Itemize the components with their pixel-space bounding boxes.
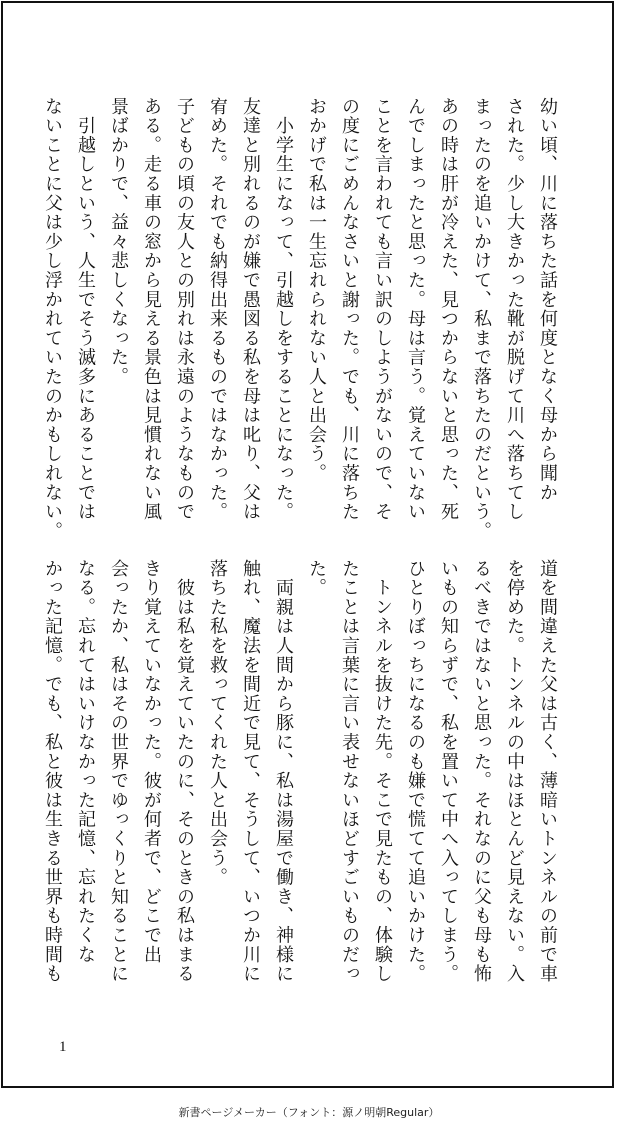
- text-line: 友達と別れるのが嫌で愚図る私を母は叱り、父は: [240, 97, 261, 522]
- text-line: 子どもの頃の友人との別れは永遠のようなもので: [174, 97, 195, 522]
- text-line: まったのを追いかけて、私まで落ちたのだという。: [471, 97, 492, 541]
- text-line: の度にごめんなさいと謝った。でも、川に落ちた: [339, 97, 360, 522]
- text-line: なる。忘れてはいけなかった記憶、忘れたくな: [75, 559, 96, 965]
- text-line: ひとりぼっちになるのも嫌で慌てて追いかけた。: [405, 559, 426, 984]
- text-line: を停めた。トンネルの中はほとんど見えない。入: [504, 559, 525, 984]
- text-block-bottom: [36, 559, 564, 1009]
- text-line: 彼は私を覚えていたのに、そのときの私はまる: [174, 559, 195, 984]
- text-line: おかげで私は一生忘れられない人と出会う。: [306, 97, 327, 483]
- text-line: 落ちた私を救ってくれた人と出会う。: [207, 559, 228, 888]
- page-number: 1: [59, 1039, 67, 1055]
- text-line: 小学生になって、引越しをすることになった。: [273, 97, 294, 522]
- text-line: 幼い頃、川に落ちた話を何度となく母から聞か: [537, 97, 558, 503]
- text-line: 道を間違えた父は古く、薄暗いトンネルの前で車: [537, 559, 558, 984]
- text-line: 会ったか、私はその世界でゆっくりと知ることに: [108, 559, 129, 984]
- text-line: 引越しという、人生でそう滅多にあることでは: [75, 97, 96, 522]
- text-line: んでしまったと思った。母は言う。覚えていない: [405, 97, 426, 522]
- text-line: あの時は肝が冷えた、見つからないと思った、死: [438, 97, 459, 522]
- text-line: ことを言われても言い訳のしようがないので、そ: [372, 97, 393, 522]
- text-block-top: [36, 97, 564, 547]
- text-line: るべきではないと思った。それなのに父も母も怖: [471, 559, 492, 984]
- text-line: たことは言葉に言い表せないほどすごいものだっ: [339, 559, 360, 984]
- text-line: トンネルを抜けた先。そこで見たもの、体験し: [372, 559, 393, 984]
- text-line: 景ばかりで、益々悲しくなった。: [108, 97, 129, 387]
- text-line: ある。走る車の窓から見える景色は見慣れない風: [141, 97, 162, 522]
- text-line: きり覚えていなかった。彼が何者で、どこで出: [141, 559, 162, 965]
- page-frame: [1, 1, 614, 1088]
- text-line: された。少し大きかった靴が脱げて川へ落ちてし: [504, 97, 525, 522]
- text-line: かった記憶。でも、私と彼は生きる世界も時間も: [42, 559, 63, 984]
- text-line: ないことに父は少し浮かれていたのかもしれない。: [42, 97, 63, 541]
- text-line: いもの知らずで、私を置いて中へ入ってしまう。: [438, 559, 459, 984]
- footer-caption: 新書ページメーカー（フォント：源ノ明朝Regular）: [178, 1106, 440, 1119]
- text-line: た。: [306, 559, 327, 598]
- text-line: 宥めた。それでも納得出来るものではなかった。: [207, 97, 228, 522]
- text-line: 触れ、魔法を間近で見て、そうして、いつか川に: [240, 559, 261, 984]
- text-line: 両親は人間から豚に、私は湯屋で働き、神様に: [273, 559, 294, 984]
